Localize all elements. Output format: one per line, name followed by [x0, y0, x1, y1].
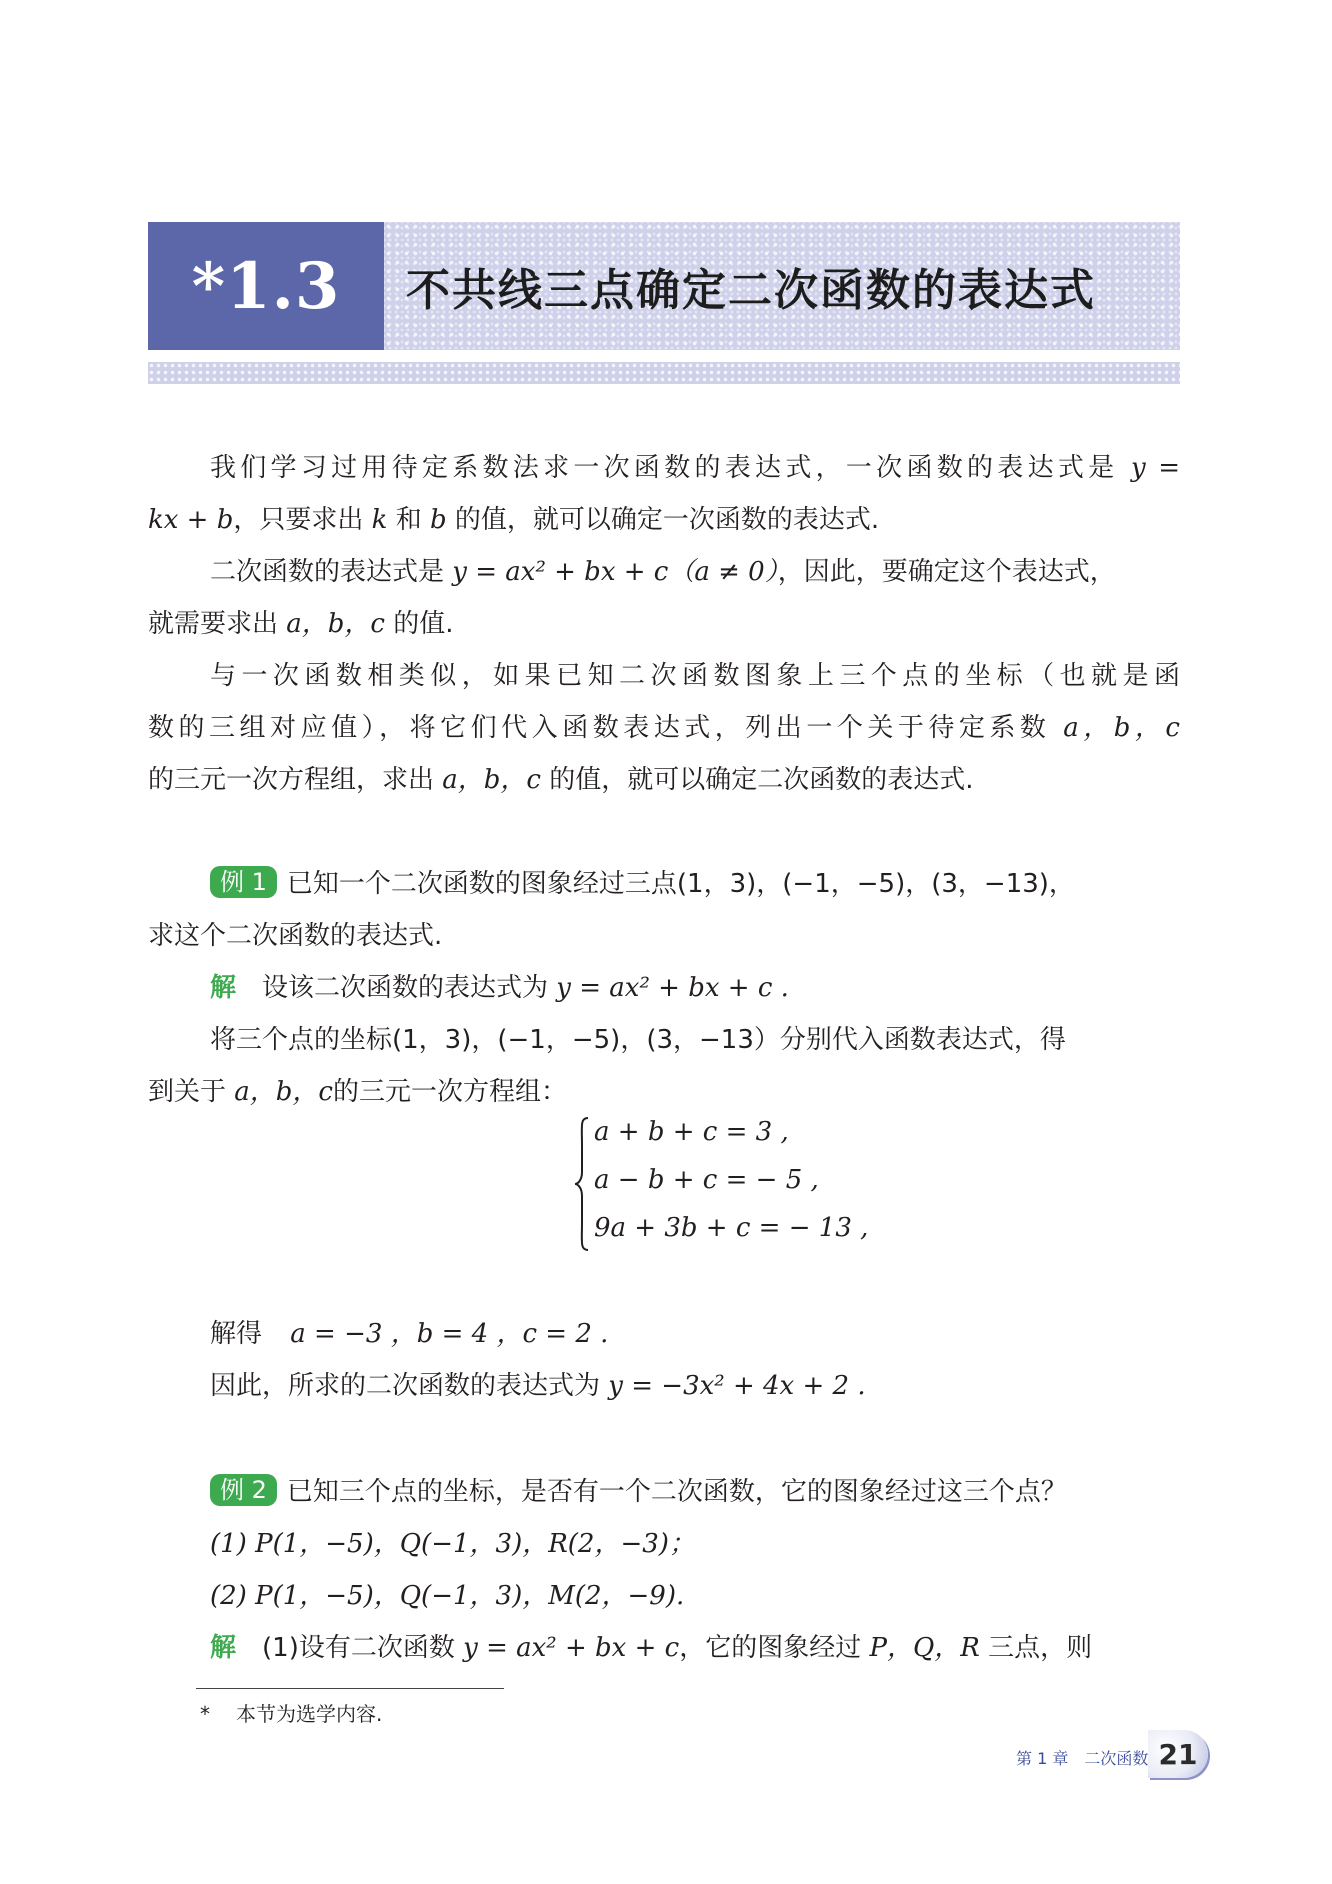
text: 已知一个二次函数的图象经过三点(1，3)，(−1，−5)，(3，−13)，: [286, 869, 1075, 899]
page-number: 21: [1148, 1730, 1208, 1778]
intro-line-6: [148, 710, 1180, 746]
chapter-name: 二次函数: [1084, 1749, 1149, 1768]
section-title: 不共线三点确定二次函数的表达式: [406, 265, 1096, 316]
footnote-text: 本节为选学内容.: [236, 1702, 383, 1726]
example-2-case-2: (2) P(1，−5)，Q(−1，3)，M(2，−9).: [210, 1581, 685, 1611]
text: 解得: [210, 1319, 263, 1349]
solution-label: 解: [210, 1633, 237, 1663]
example-1-solution-line-2: 将三个点的坐标(1，3)，(−1，−5)，(3，−13）分别代入函数表达式，得: [210, 1025, 1066, 1055]
example-1-conclusion: [210, 1368, 1180, 1404]
example-2-case-1: (1) P(1，−5)，Q(−1，3)，R(2，−3)；: [210, 1529, 695, 1559]
footnote-star: *: [200, 1702, 210, 1726]
intro-line-2: [148, 502, 1180, 538]
example-1-solution-line-1: [210, 970, 1180, 1006]
example-2-badge: 例 2: [210, 1474, 277, 1506]
intro-line-5: 与一次函数相类似，如果已知二次函数图象上三个点的坐标（也就是函: [210, 661, 1180, 691]
equation-2: a − b + c = − 5 ,: [594, 1165, 819, 1195]
chapter-label: [1016, 1746, 1148, 1769]
text: 三点，则: [988, 1633, 1093, 1663]
text: 的三元一次方程组：: [333, 1077, 568, 1107]
example-1-badge: 例 1: [210, 866, 277, 898]
text: ，它的图象经过: [679, 1633, 862, 1663]
math: y = ax² + bx + c（a ≠ 0）: [452, 557, 778, 587]
text: 和: [395, 505, 422, 535]
intro-line-1: [210, 450, 1180, 486]
math: y = ax² + bx + c .: [556, 973, 789, 1003]
equation-3: 9a + 3b + c = − 13 ,: [594, 1213, 869, 1243]
math: kx + b: [148, 505, 234, 535]
text: 到关于: [148, 1077, 227, 1107]
math: a = −3 ，b = 4 ，c = 2 .: [290, 1319, 609, 1349]
example-2-solution-line-1: [210, 1630, 1180, 1666]
text: (1)设有二次函数: [262, 1633, 455, 1663]
text: 设该二次函数的表达式为: [262, 973, 549, 1003]
math: y = ax² + bx + c: [463, 1633, 680, 1663]
example-1-line-1: [210, 866, 1180, 902]
intro-line-7: [148, 762, 1180, 798]
math: a，b，c: [286, 609, 385, 639]
text: 就需要求出: [148, 609, 279, 639]
text: 数的三组对应值），将它们代入函数表达式，列出一个关于待定系数: [148, 713, 1051, 743]
math: a，b，c: [1063, 713, 1180, 743]
footnote: [200, 1700, 382, 1728]
example-1-solution-line-3: [148, 1074, 1180, 1110]
text: 的三元一次方程组，求出: [148, 765, 435, 795]
math: P，Q，R: [869, 1633, 980, 1663]
text: 的值，就可以确定一次函数的表达式.: [454, 505, 880, 535]
chapter-number: 第 1 章: [1016, 1749, 1069, 1768]
text: ，因此，要确定这个表达式，: [777, 557, 1116, 587]
equation-system: [574, 1114, 869, 1254]
math: a，b，c: [234, 1077, 333, 1107]
intro-line-4: [148, 606, 1180, 642]
banner-stripe: [148, 362, 1180, 384]
section-title-box: [384, 222, 1180, 350]
equation-1: a + b + c = 3 ,: [594, 1117, 789, 1147]
math: y =: [1130, 453, 1180, 483]
text: 我们学习过用待定系数法求一次函数的表达式，一次函数的表达式是: [210, 453, 1119, 483]
brace-symbol: [574, 1116, 590, 1252]
text: 的值.: [393, 609, 454, 639]
text: 二次函数的表达式是: [210, 557, 445, 587]
intro-line-3: [210, 554, 1180, 590]
example-1-result: [210, 1316, 1180, 1352]
text: 已知三个点的坐标，是否有一个二次函数，它的图象经过这三个点？: [286, 1477, 1067, 1507]
math: b: [429, 505, 447, 535]
math: k: [371, 505, 388, 535]
example-2-line-1: [210, 1474, 1180, 1510]
section-banner: [148, 222, 1180, 350]
footnote-divider: [196, 1688, 504, 1689]
text: 因此，所求的二次函数的表达式为: [210, 1371, 601, 1401]
text: 的值，就可以确定二次函数的表达式.: [549, 765, 974, 795]
example-1-line-2: 求这个二次函数的表达式.: [148, 921, 443, 951]
solution-label: 解: [210, 973, 237, 1003]
text: ，只要求出: [233, 505, 364, 535]
section-number: *1.3: [148, 222, 384, 350]
math: y = −3x² + 4x + 2 .: [608, 1371, 866, 1401]
math: a，b，c: [442, 765, 541, 795]
